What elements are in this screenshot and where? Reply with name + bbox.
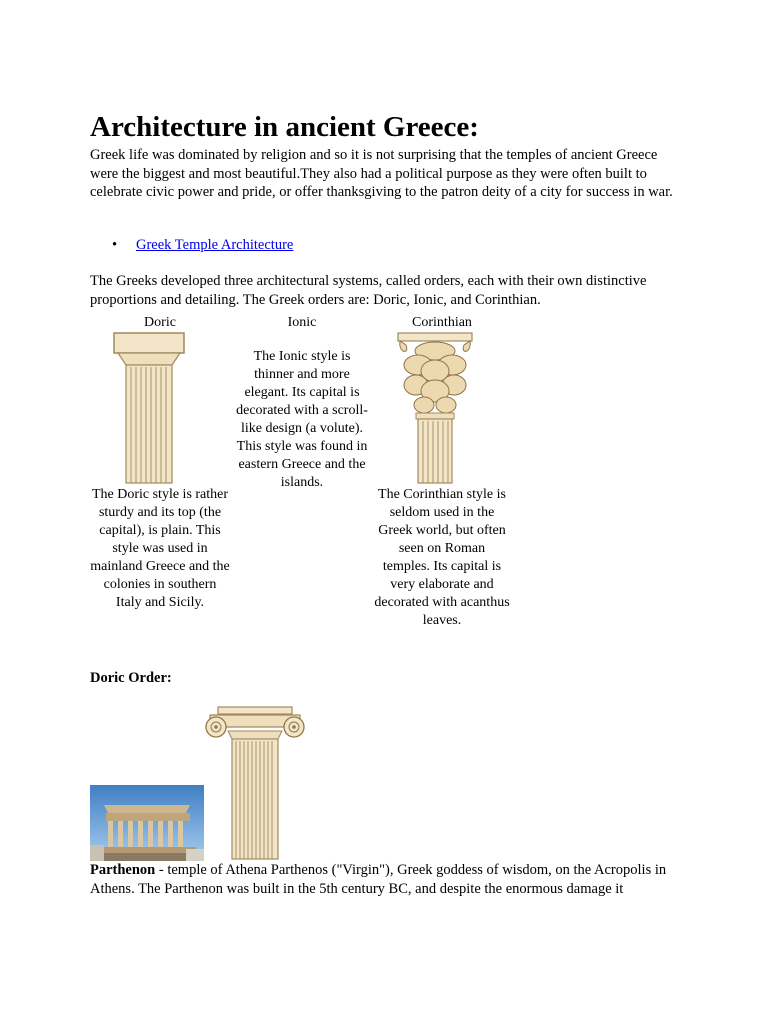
parthenon-photo bbox=[90, 785, 204, 861]
corinthian-column-image bbox=[396, 331, 474, 485]
doric-title: Doric bbox=[144, 315, 176, 330]
parthenon-text: - temple of Athena Parthenos ("Virgin"), Greek goddess of wisdom, on the Acropolis in Athens. The Parthenon was built in the 5th century BC, and despite the enormous damage it bbox=[90, 862, 667, 897]
doric-column-image bbox=[112, 331, 186, 485]
doric-order-heading: Doric Order: bbox=[90, 670, 172, 686]
orders-paragraph: The Greeks developed three architectural systems, called orders, each with their own distinctive proportions and detailing. The Greek orders are: Doric, Ionic, and Corinthian. bbox=[90, 273, 647, 308]
intro-paragraph: Greek life was dominated by religion and so it is not surprising that the temples of ancient Greece were the biggest and most beautiful.They also had a political purpose as they were often built to celebrate civic power and pride, or offer thanksgiving to the patron deity of a city for success in war. bbox=[90, 147, 673, 200]
parthenon-term: Parthenon bbox=[90, 862, 156, 878]
bullet-item bbox=[112, 236, 293, 254]
corinthian-description: The Corinthian style is seldom used in the Greek world, but often seen on Roman temples. Its capital is very elaborate and decorated with acanthus leaves. bbox=[374, 487, 510, 628]
ionic-description: The Ionic style is thinner and more elegant. Its capital is decorated with a scroll-like design (a volute). This style was found in eastern Greece and the islands. bbox=[236, 349, 368, 490]
bullet-dot-icon: • bbox=[112, 237, 118, 253]
ionic-title: Ionic bbox=[287, 315, 317, 330]
doric-description: The Doric style is rather sturdy and its top (the capital), is plain. This style was used in mainland Greece and the colonies in southern Italy and Sicily. bbox=[90, 487, 230, 610]
corinthian-title: Corinthian bbox=[412, 315, 472, 330]
parthenon-paragraph bbox=[90, 861, 680, 898]
ionic-column-image bbox=[204, 705, 306, 861]
greek-temple-architecture-link[interactable]: Greek Temple Architecture bbox=[136, 237, 294, 253]
page-title: Architecture in ancient Greece: bbox=[90, 111, 479, 143]
